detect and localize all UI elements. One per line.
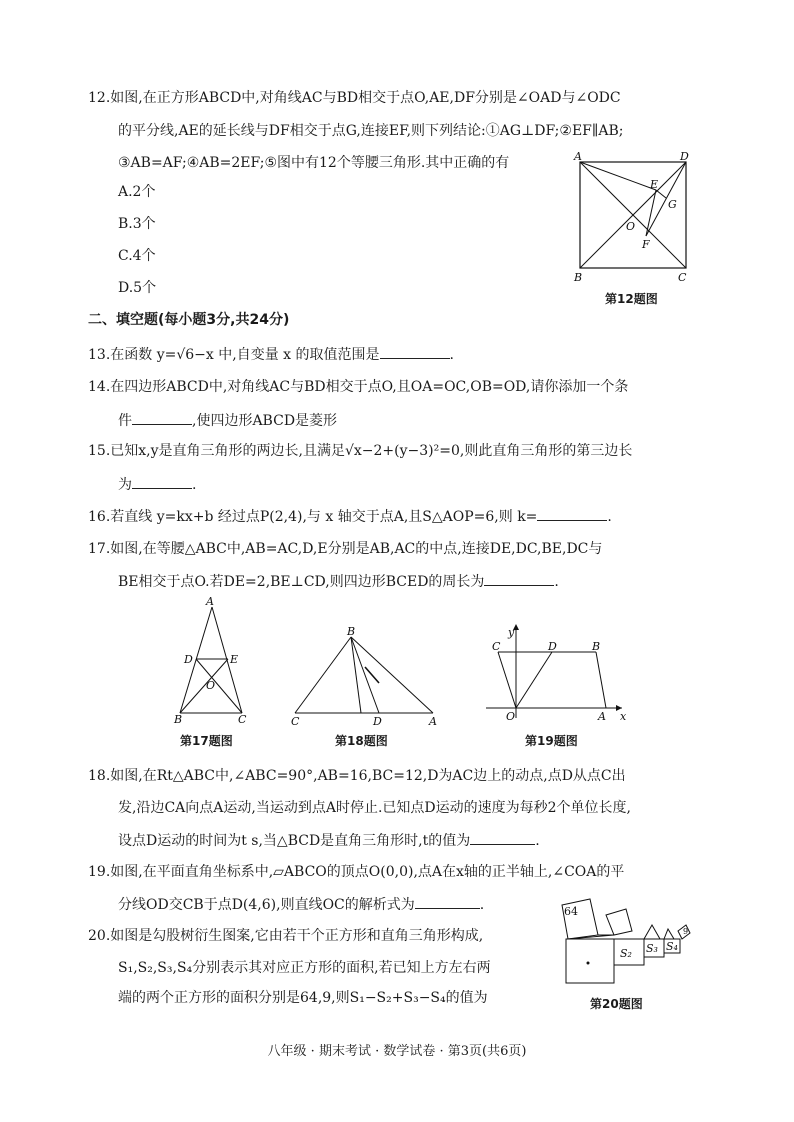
q13-text: 13.在函数 y=√6−x 中,自变量 x 的取值范围是: [88, 347, 380, 363]
q16-end: .: [607, 509, 612, 525]
q18-figure: [285, 625, 445, 725]
q15-line2: [118, 474, 196, 495]
q14-line1: 14.在四边形ABCD中,对角线AC与BD相交于点O,且OA=OC,OB=OD,请你添加一个条: [88, 379, 629, 395]
q20-line3: 端的两个正方形的面积分别是64,9,则S₁−S₂+S₃−S₄的值为: [118, 990, 488, 1006]
q16: [88, 506, 612, 527]
q13-blank[interactable]: [380, 344, 450, 359]
q16-blank[interactable]: [537, 506, 607, 521]
section-title: 二、填空题(每小题3分,共24分): [88, 312, 290, 328]
q12-option-c: C.4个: [118, 248, 156, 264]
q12-line2: 的平分线,AE的延长线与DF相交于点G,连接EF,则下列结论:①AG⊥DF;②EF∥AB;: [118, 123, 624, 139]
q18-pre: 设点D运动的时间为t s,当△BCD是直角三角形时,t的值为: [118, 833, 471, 849]
q12-label-d: D: [680, 150, 689, 163]
q19-blank[interactable]: [415, 894, 480, 909]
q14-line2: [118, 410, 337, 431]
q17-label-o: O: [206, 679, 216, 692]
q12-label-f: F: [642, 238, 650, 251]
q20-caption: 第20题图: [590, 997, 643, 1011]
q18-line3: [118, 830, 540, 851]
q18-line2: 发,沿边CA向点A运动,当运动到点A时停止.已知点D运动的速度为每秒2个单位长度,: [118, 800, 631, 816]
q20-label-9: 9: [683, 927, 689, 936]
q14-post: ,使四边形ABCD是菱形: [192, 413, 338, 429]
q19-label-c: C: [492, 640, 501, 653]
q17-line1: 17.如图,在等腰△ABC中,AB=AC,D,E分别是AB,AC的中点,连接DE,DC,BE,DC与: [88, 541, 603, 557]
q13-end: .: [449, 347, 454, 363]
q15-blank[interactable]: [132, 474, 192, 489]
q17-label-b: B: [174, 713, 183, 725]
q18-label-b: B: [347, 625, 356, 638]
q20-label-s2: S₂: [620, 947, 632, 960]
q17-figure: [170, 595, 260, 725]
q20-label-64: 64: [564, 905, 578, 918]
page-footer: 八年级 · 期末考试 · 数学试卷 · 第3页(共6页): [267, 1044, 527, 1059]
q19-line1: 19.如图,在平面直角坐标系中,▱ABCO的顶点O(0,0),点A在x轴的正半轴上,∠COA的平: [88, 864, 625, 880]
q12-option-d: D.5个: [118, 280, 157, 296]
q17-pre: BE相交于点O.若DE=2,BE⊥CD,则四边形BCED的周长为: [118, 574, 485, 590]
q18-label-d: D: [373, 715, 382, 725]
q18-label-a: A: [429, 715, 437, 725]
q12-label-e: E: [650, 178, 659, 191]
q12-label-g: G: [668, 198, 677, 211]
q12-label-o: O: [626, 220, 636, 233]
q12-figure: [570, 150, 700, 285]
q19-label-a: A: [598, 710, 606, 723]
q12-option-a: A.2个: [118, 184, 156, 200]
q15-pre: 为: [118, 477, 132, 493]
q19-label-x: x: [620, 710, 627, 723]
q19-caption: 第19题图: [525, 734, 578, 748]
q16-text: 16.若直线 y=kx+b 经过点P(2,4),与 x 轴交于点A,且S△AOP=6,则 k=: [88, 509, 538, 525]
q20-line2: S₁,S₂,S₃,S₄分别表示其对应正方形的面积,若已知上方左右两: [118, 960, 491, 976]
q17-label-a: A: [206, 595, 214, 608]
q17-caption: 第17题图: [180, 734, 233, 748]
q19-label-o: O: [506, 710, 516, 723]
q17-post: .: [554, 574, 559, 590]
q18-label-c: C: [291, 715, 300, 725]
q19-label-y: y: [508, 626, 515, 639]
q13: [88, 344, 454, 365]
q15-line1: 15.已知x,y是直角三角形的两边长,且满足√x−2+(y−3)²=0,则此直角三角形的第三边长: [88, 443, 633, 459]
q19-pre: 分线OD交CB于点D(4,6),则直线OC的解析式为: [118, 897, 415, 913]
q17-label-e: E: [230, 653, 239, 666]
q14-blank[interactable]: [132, 410, 192, 425]
q17-label-d: D: [184, 653, 193, 666]
q20-line1: 20.如图是勾股树衍生图案,它由若干个正方形和直角三角形构成,: [88, 928, 484, 944]
q17-label-c: C: [238, 713, 247, 725]
q18-blank[interactable]: [470, 830, 535, 845]
q12-option-b: B.3个: [118, 216, 156, 232]
q18-line1: 18.如图,在Rt△ABC中,∠ABC=90°,AB=16,BC=12,D为AC边上的动点,点D从点C出: [88, 768, 626, 784]
q19-label-d: D: [548, 640, 557, 653]
q18-post: .: [535, 833, 540, 849]
q17-blank[interactable]: [484, 571, 554, 586]
q18-caption: 第18题图: [335, 734, 388, 748]
q20-label-s3: S₃: [646, 942, 658, 955]
q12-caption: 第12题图: [605, 292, 658, 306]
q17-line2: [118, 571, 559, 592]
q19-line2: [118, 894, 484, 915]
q12-label-a: A: [574, 150, 582, 163]
q12-line3: ③AB=AF;④AB=2EF;⑤图中有12个等腰三角形.其中正确的有: [118, 155, 510, 171]
q19-post: .: [479, 897, 485, 913]
q14-pre: 件: [118, 413, 132, 429]
q12-line1: 12.如图,在正方形ABCD中,对角线AC与BD相交于点O,AE,DF分别是∠OAD与∠ODC: [88, 90, 621, 106]
q20-label-s4: S₄: [666, 940, 678, 953]
q12-label-b: B: [574, 271, 583, 284]
q20-figure: [540, 895, 700, 995]
q19-figure: [480, 622, 630, 727]
q15-post: .: [192, 477, 197, 493]
q12-label-c: C: [678, 271, 687, 284]
q19-label-b: B: [592, 640, 601, 653]
